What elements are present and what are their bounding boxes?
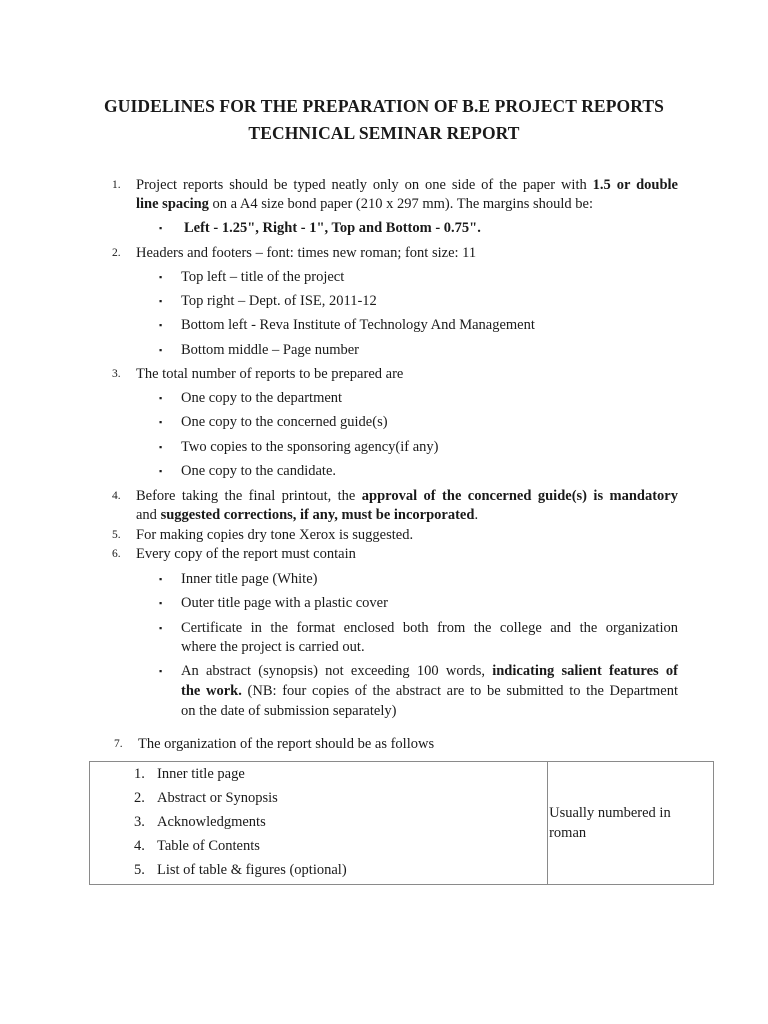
item-6-bullet-4-line-1: An abstract (synopsis) not exceeding 100 words, indicating salient features of [181,663,678,679]
item-6-bullet-2: Outer title page with a plastic cover [181,595,388,611]
numbering-note: Usually numbered in roman [549,805,671,841]
document-subtitle: TECHNICAL SEMINAR REPORT [248,123,520,143]
section-number: 3. [134,814,145,830]
item-6-text: Every copy of the report must contain [136,546,356,562]
section-number: 5. [134,862,145,878]
item-6-bullet-3-line-1: Certificate in the format enclosed both from the college and the organization [181,620,678,636]
section-number: 2. [134,790,145,806]
bullet-marker: ▪ [159,345,163,355]
item-4-line-1: Before taking the final printout, the approval of the concerned guide(s) is mandatory [136,488,678,504]
item-4-line-2: and suggested corrections, if any, must be incorporated. [136,507,479,523]
item-6-bullet-4-line-2: the work. (NB: four copies of the abstract are to be submitted to the Department [181,683,678,699]
bullet-marker: ▪ [159,466,163,476]
bullet-marker: ▪ [159,417,163,427]
item-1-number: 1. [112,179,121,191]
item-2-bullet-1: Top left – title of the project [181,269,345,285]
item-3-bullet-2: One copy to the concerned guide(s) [181,414,388,430]
item-6-bullet-3-line-2: where the project is carried out. [181,639,365,655]
item-6-bullet-1: Inner title page (White) [181,571,318,587]
item-3-bullet-1: One copy to the department [181,390,343,406]
item-1-line-1: Project reports should be typed neatly only on one side of the paper with 1.5 or double [136,177,678,193]
item-7-text: The organization of the report should be as follows [138,736,435,752]
report-organization-table [89,761,714,885]
section-name: Acknowledgments [157,814,266,830]
section-name: List of table & figures (optional) [157,862,347,878]
item-1-line-2: line spacing on a A4 size bond paper (210 x 297 mm). The margins should be: [136,196,593,212]
item-1-bullet-margins: Left - 1.25", Right - 1", Top and Bottom - 0.75". [184,220,481,236]
item-2-bullet-4: Bottom middle – Page number [181,342,360,358]
section-name: Table of Contents [157,838,260,854]
table-cell-numbering-note [548,762,714,885]
table-cell-sections [90,762,548,885]
item-5-text: For making copies dry tone Xerox is suggested. [136,527,414,543]
table-row [90,762,714,885]
bullet-marker: ▪ [159,666,163,676]
bullet-marker: ▪ [159,623,163,633]
section-name: Inner title page [157,766,245,782]
item-3-text: The total number of reports to be prepared are [136,366,404,382]
item-6-number: 6. [112,548,121,560]
bullet-marker: ▪ [159,442,163,452]
item-4-number: 4. [112,490,121,502]
item-7-number: 7. [114,738,123,750]
bullet-marker: ▪ [159,598,163,608]
bullet-marker: ▪ [159,320,163,330]
section-name: Abstract or Synopsis [157,790,278,806]
section-number: 4. [134,838,145,854]
item-6-bullet-4-line-3: on the date of submission separately) [181,703,397,719]
item-3-bullet-4: One copy to the candidate. [181,463,337,479]
bullet-marker: ▪ [159,574,163,584]
bullet-marker: ▪ [159,272,163,282]
bullet-marker: ▪ [159,223,163,233]
bullet-marker: ▪ [159,296,163,306]
item-5-number: 5. [112,529,121,541]
item-3-number: 3. [112,368,121,380]
item-2-number: 2. [112,247,121,259]
item-2-bullet-2: Top right – Dept. of ISE, 2011-12 [181,293,377,309]
bullet-marker: ▪ [159,393,163,403]
document-title: GUIDELINES FOR THE PREPARATION OF B.E PROJECT REPORTS [104,96,664,116]
item-3-bullet-3: Two copies to the sponsoring agency(if any) [181,439,439,455]
section-number: 1. [134,766,145,782]
item-2-bullet-3: Bottom left - Reva Institute of Technology And Management [181,317,535,333]
item-2-text: Headers and footers – font: times new roman; font size: 11 [136,245,477,261]
